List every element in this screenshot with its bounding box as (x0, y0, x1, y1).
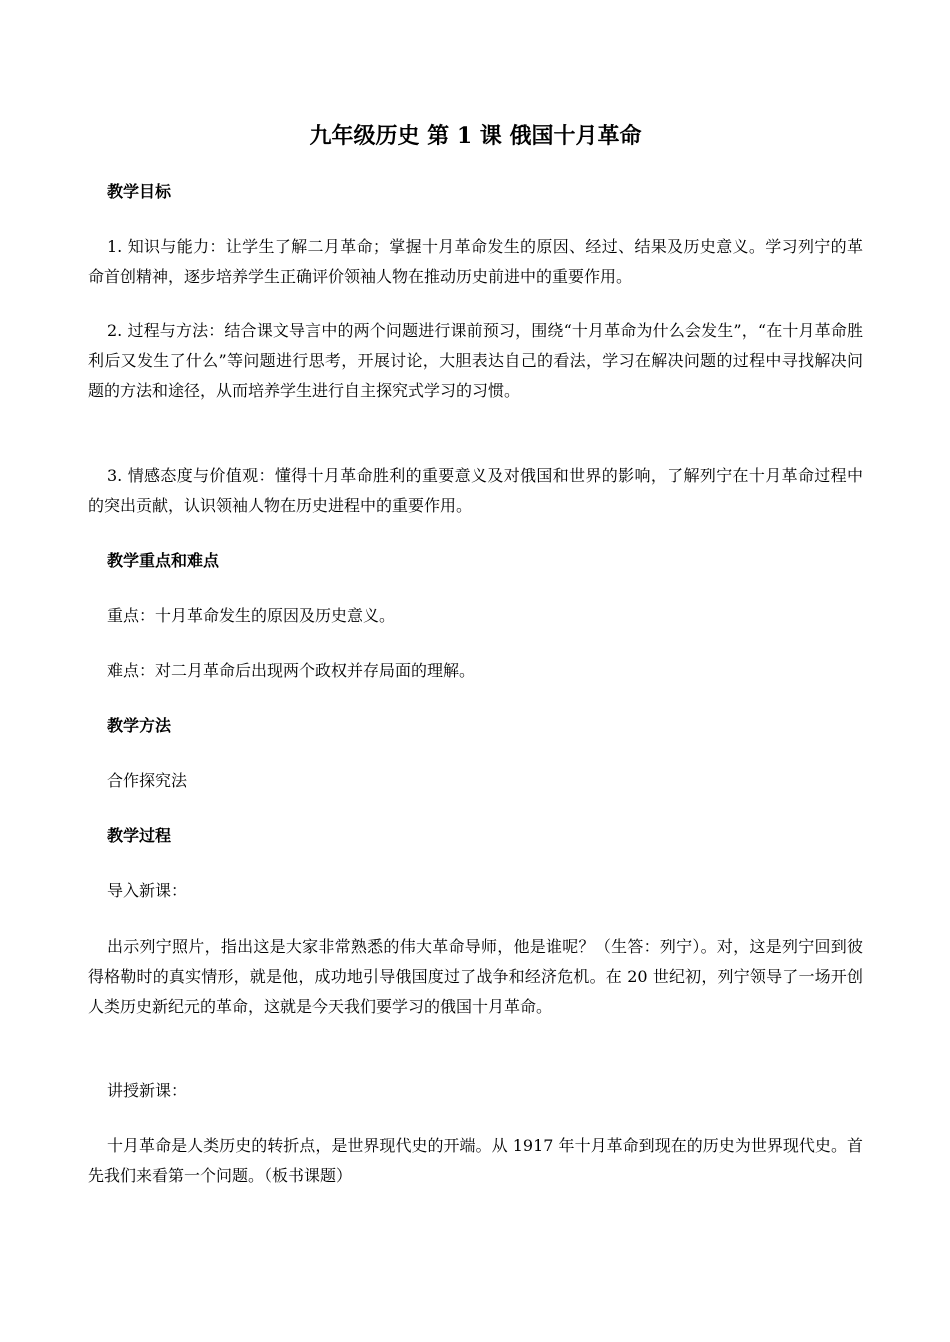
heading-process: 教学过程 (107, 826, 172, 845)
process-lecture-text: 十月革命是人类历史的转折点，是世界现代史的开端。从 1917 年十月革命到现在的历史为世界现代史。首先我们来看第一个问题。（板书课题） (88, 1136, 863, 1185)
methods-text: 合作探究法 (107, 771, 188, 790)
heading-key-points: 教学重点和难点 (107, 551, 220, 570)
key-point-difficulty: 难点：对二月革命后出现两个政权并存局面的理解。 (107, 661, 476, 680)
heading-methods: 教学方法 (107, 716, 172, 735)
objective-item-1: 1. 知识与能力：让学生了解二月革命；掌握十月革命发生的原因、经过、结果及历史意义。学习列宁的革命首创精神，逐步培养学生正确评价领袖人物在推动历史前进中的重要作用。 (88, 237, 863, 286)
objective-item-3: 3. 情感态度与价值观：懂得十月革命胜利的重要意义及对俄国和世界的影响，了解列宁在十月革命过程中的突出贡献，认识领袖人物在历史进程中的重要作用。 (88, 466, 863, 515)
document-title: 九年级历史 第 1 课 俄国十月革命 (309, 123, 642, 149)
key-point-focus: 重点：十月革命发生的原因及历史意义。 (107, 606, 396, 625)
process-lecture-label: 讲授新课： (107, 1081, 188, 1100)
process-intro-text: 出示列宁照片，指出这是大家非常熟悉的伟大革命导师，他是谁呢？（生答：列宁）。对，这是列宁回到彼得格勒时的真实情形，就是他，成功地引导俄国度过了战争和经济危机。在 20 世纪初，列宁领导了一场开创人类历史新纪元的革命，这就是今天我们要学习的俄国十月革命。 (88, 937, 863, 1016)
heading-objectives: 教学目标 (107, 182, 172, 201)
objective-item-2: 2. 过程与方法：结合课文导言中的两个问题进行课前预习，围绕“十月革命为什么会发生”，“在十月革命胜利后又发生了什么”等问题进行思考，开展讨论，大胆表达自己的看法，学习在解决问题的过程中寻找解决问题的方法和途径，从而培养学生进行自主探究式学习的习惯。 (88, 321, 863, 400)
process-intro-label: 导入新课： (107, 881, 188, 900)
